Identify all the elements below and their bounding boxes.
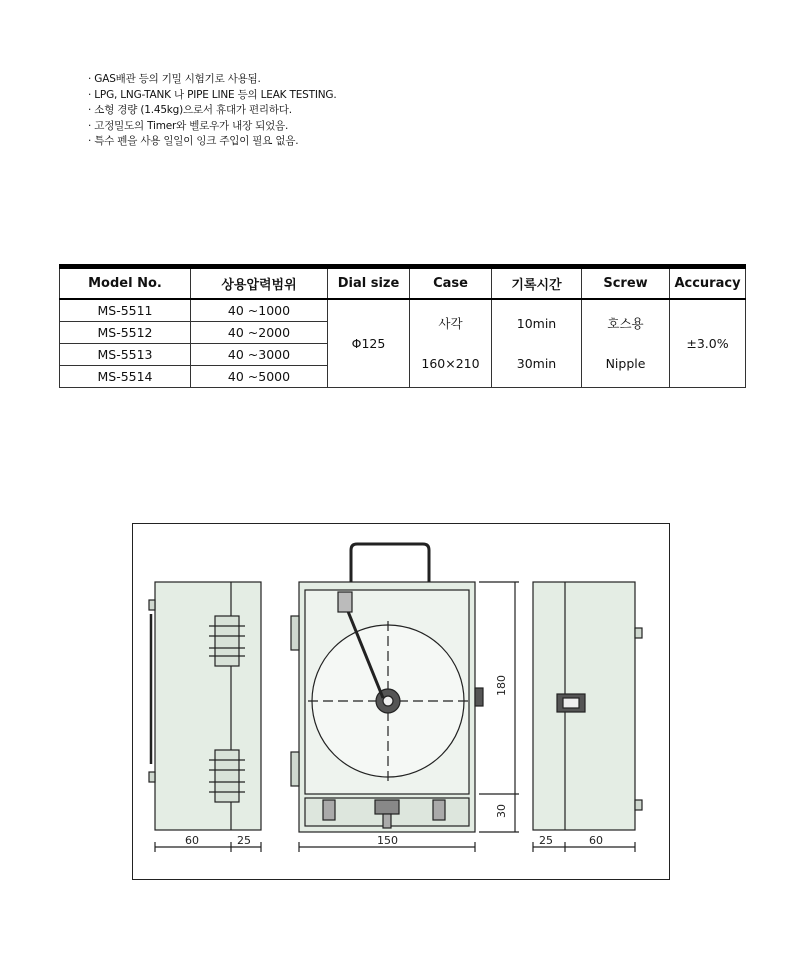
range-cell: 40 ~2000 [191, 322, 328, 344]
dim-right-depth: 60 [589, 834, 603, 847]
header-accuracy: Accuracy [670, 267, 746, 300]
drawing-svg [133, 524, 669, 879]
record-time-cell [492, 299, 582, 388]
feature-item: · GAS배관 등의 기밀 시험기로 사용됨. [88, 72, 336, 88]
feature-item: · 특수 펜을 사용 일일이 잉크 주입이 필요 없음. [88, 134, 336, 150]
record-time-1: 10min [516, 315, 557, 331]
header-case: Case [410, 267, 492, 300]
feature-item: · 소형 경량 (1.45kg)으로서 휴대가 편리하다. [88, 103, 336, 119]
table-header-row [60, 267, 746, 300]
range-cell: 40 ~3000 [191, 344, 328, 366]
front-view [291, 544, 519, 852]
case-cell [410, 299, 492, 388]
feature-item: · LPG, LNG-TANK 나 PIPE LINE 등의 LEAK TESTING. [88, 88, 336, 104]
dim-front-height: 180 [495, 675, 508, 696]
header-screw: Screw [582, 267, 670, 300]
latch-icon [557, 694, 585, 712]
dim-front-bottom: 30 [495, 804, 508, 818]
dial-size-cell: Φ125 [328, 299, 410, 388]
record-time-2: 30min [516, 355, 557, 371]
dim-right-knob: 25 [539, 834, 553, 847]
case-shape: 사각 [438, 315, 463, 331]
technical-drawing [132, 523, 670, 880]
case-size: 160×210 [421, 355, 480, 371]
table-row [60, 299, 746, 322]
screw-1: 호스용 [607, 315, 644, 331]
feature-list [88, 72, 336, 150]
model-cell: MS-5511 [60, 299, 191, 322]
right-side-view [533, 582, 642, 852]
feature-item: · 고정밀도의 Timer와 벨로우가 내장 되었음. [88, 119, 336, 135]
dim-side-knob: 25 [237, 834, 251, 847]
dim-front-width: 150 [377, 834, 398, 847]
dim-side-depth: 60 [185, 834, 199, 847]
left-side-view [149, 582, 261, 852]
header-model: Model No. [60, 267, 191, 300]
screw-2: Nipple [605, 355, 646, 371]
model-cell: MS-5513 [60, 344, 191, 366]
header-record-time: 기록시간 [492, 267, 582, 300]
accuracy-cell: ±3.0% [670, 299, 746, 388]
range-cell: 40 ~5000 [191, 366, 328, 388]
header-dial-size: Dial size [328, 267, 410, 300]
range-cell: 40 ~1000 [191, 299, 328, 322]
header-pressure-range: 상용압력범위 [191, 267, 328, 300]
model-cell: MS-5512 [60, 322, 191, 344]
screw-cell [582, 299, 670, 388]
spec-table [59, 264, 746, 388]
model-cell: MS-5514 [60, 366, 191, 388]
